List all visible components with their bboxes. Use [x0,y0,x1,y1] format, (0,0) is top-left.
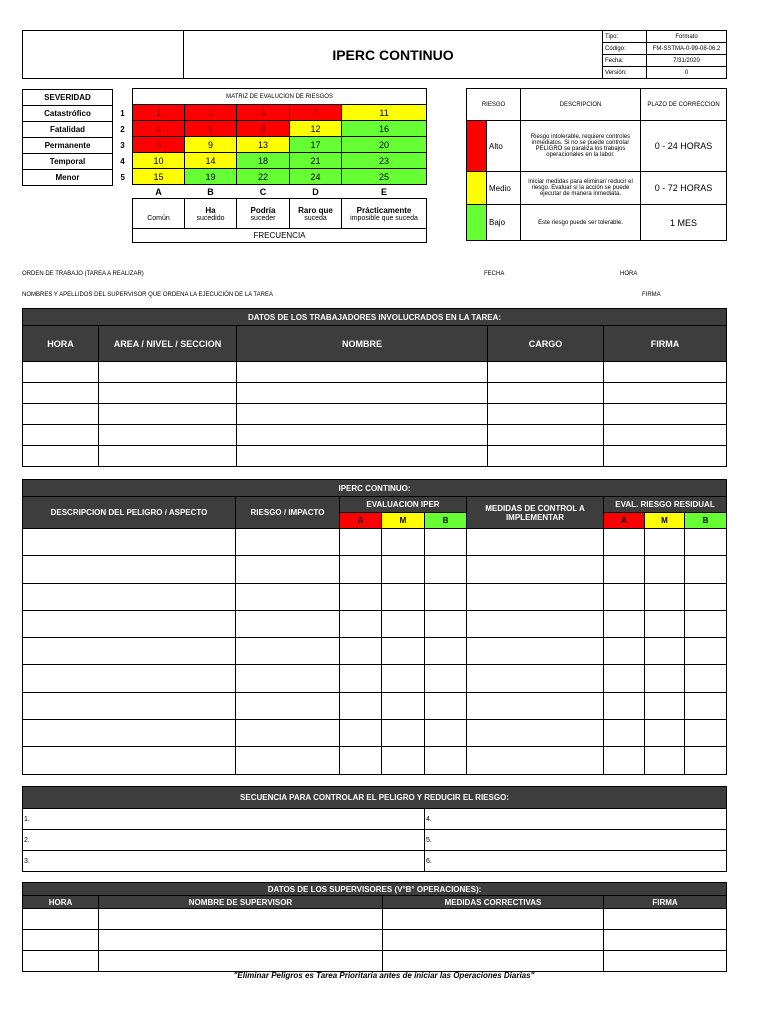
table-row [23,638,727,665]
footer-slogan: "Eliminar Peligros es Tarea Prioritaria antes de iniciar las Operaciones Diarias" [233,971,535,980]
table-row [23,362,727,383]
workers-table [22,308,727,467]
input-cell[interactable] [382,529,425,556]
col-header: NOMBRE DE SUPERVISOR [99,896,383,909]
input-cell[interactable] [467,529,604,556]
input-cell[interactable] [382,665,425,692]
matrix-cell: 25 [342,169,427,185]
matrix-cell: 20 [342,137,427,153]
input-cell[interactable] [99,362,237,383]
input-cell[interactable] [237,446,488,467]
table-row [23,930,727,951]
workers-title: DATOS DE LOS TRABAJADORES INVOLUCRADOS EN LA TAREA: [23,309,727,326]
date-label: FECHA [484,271,505,277]
input-cell[interactable] [236,529,340,556]
input-cell[interactable] [340,638,382,665]
col-header: NOMBRE [237,326,488,362]
input-cell[interactable] [99,909,383,930]
frequency-letter: D [290,185,342,199]
input-cell[interactable] [645,747,685,774]
input-cell[interactable] [23,583,236,610]
input-cell[interactable] [382,610,425,637]
input-cell[interactable] [382,692,425,719]
input-cell[interactable] [23,930,99,951]
input-cell[interactable] [604,556,645,583]
matrix-cell: 3 [133,121,185,137]
matrix-cell: 12 [290,121,342,137]
input-cell[interactable] [340,583,382,610]
matrix-cell: 1 [133,105,185,121]
input-cell[interactable] [340,747,382,774]
risk-color-swatch [467,121,487,172]
input-cell[interactable] [236,638,340,665]
input-cell[interactable] [23,909,99,930]
col-header: HORA [23,896,99,909]
risk-legend [466,88,727,241]
input-cell[interactable] [488,446,604,467]
input-cell[interactable] [604,930,727,951]
input-cell[interactable] [23,665,236,692]
meta-label: Tipo: [603,31,647,43]
meta-value: Formato [647,31,727,43]
frequency-bold: Ha [205,205,216,215]
risk-level: Medio [487,172,521,205]
col-header: AREA / NIVEL / SECCION [99,326,237,362]
input-cell[interactable] [645,720,685,747]
frequency-letter: C [237,185,290,199]
meta-label: Código: [603,43,647,55]
legend-header-risk: RIESGO [467,89,521,121]
input-cell[interactable] [645,610,685,637]
input-cell[interactable] [488,425,604,446]
input-cell[interactable] [685,610,727,637]
input-cell[interactable] [604,692,645,719]
matrix-cell: 16 [342,121,427,137]
input-cell[interactable] [604,610,645,637]
frequency-desc [237,199,290,229]
severity-label: Catastrófico [23,106,113,122]
input-cell[interactable] [467,747,604,774]
risk-level: Bajo [487,205,521,241]
input-cell[interactable] [340,529,382,556]
input-cell[interactable] [382,720,425,747]
input-cell[interactable] [467,720,604,747]
residual-low-header: B [685,513,727,529]
input-cell[interactable] [488,362,604,383]
severity-table [22,89,133,186]
severity-label: Fatalidad [23,122,113,138]
matrix-cell: 11 [342,105,427,121]
input-cell[interactable] [99,446,237,467]
frequency-letter: A [133,185,185,199]
legend-header-term: PLAZO DE CORRECCION [641,89,727,121]
matrix-cell: 6 [133,137,185,153]
sequence-step[interactable]: 4. [425,809,727,830]
input-cell[interactable] [236,720,340,747]
input-cell[interactable] [340,556,382,583]
time-label: HORA [620,271,638,277]
input-cell[interactable] [237,425,488,446]
input-cell[interactable] [99,425,237,446]
input-cell[interactable] [685,583,727,610]
input-cell[interactable] [23,610,236,637]
severity-number: 3 [120,141,125,150]
meta-value: 0 [647,67,727,79]
iperc-title: IPERC CONTINUO: [23,480,727,497]
input-cell[interactable] [604,446,727,467]
matrix-cell: 5 [185,121,237,137]
risk-description: Este riesgo puede ser tolerable. [521,205,641,241]
input-cell[interactable] [604,583,645,610]
input-cell[interactable] [425,720,467,747]
input-cell[interactable] [236,692,340,719]
sequence-table [22,786,727,872]
severity-label: Permanente [23,138,113,154]
document-title: IPERC CONTINUO [184,31,603,79]
input-cell[interactable] [645,529,685,556]
input-cell[interactable] [99,930,383,951]
input-cell[interactable] [685,638,727,665]
input-cell[interactable] [604,529,645,556]
matrix-cell: 18 [237,153,290,169]
document-header [22,30,727,79]
table-row [23,692,727,719]
table-row [23,610,727,637]
work-order-label: ORDEN DE TRABAJO (TAREA A REALIZAR) [22,271,144,277]
signature-label: FIRMA [642,292,661,298]
input-cell[interactable] [23,404,99,425]
input-cell[interactable] [23,692,236,719]
input-cell[interactable] [467,583,604,610]
correction-term: 0 - 24 HORAS [641,121,727,172]
matrix-cell: 10 [133,153,185,169]
frequency-letter: B [185,185,237,199]
col-header: EVAL. RIESGO RESIDUAL [604,497,727,513]
matrix-cell: 7 [290,105,342,121]
matrix-cell: 9 [185,137,237,153]
input-cell[interactable] [488,383,604,404]
input-cell[interactable] [685,720,727,747]
input-cell[interactable] [685,556,727,583]
input-cell[interactable] [604,404,727,425]
input-cell[interactable] [99,951,383,972]
sequence-step[interactable]: 5. [425,830,727,851]
input-cell[interactable] [383,930,604,951]
input-cell[interactable] [425,529,467,556]
input-cell[interactable] [645,692,685,719]
correction-term: 0 - 72 HORAS [641,172,727,205]
table-row [23,529,727,556]
residual-medium-header: M [645,513,685,529]
risk-color-swatch [467,205,487,241]
matrix-cell: 24 [290,169,342,185]
input-cell[interactable] [236,556,340,583]
input-cell[interactable] [425,638,467,665]
frequency-title: FRECUENCIA [133,229,427,243]
matrix-cell: 13 [237,137,290,153]
frequency-bold: Prácticamente [356,205,412,215]
table-row [23,665,727,692]
col-header: EVALUACION IPER [340,497,467,513]
input-cell[interactable] [23,951,99,972]
input-cell[interactable] [23,720,236,747]
input-cell[interactable] [604,747,645,774]
col-header: FIRMA [604,896,727,909]
sequence-step[interactable]: 2. [23,830,425,851]
matrix-cell: 2 [185,105,237,121]
risk-description: Iniciar medidas para eliminar/ reducir el riesgo. Evaluar si la acción se puede ejecutar de manera inmediata. [521,172,641,205]
matrix-cell: 15 [133,169,185,185]
eval-low-header: B [425,513,467,529]
col-header: DESCRIPCION DEL PELIGRO / ASPECTO [23,497,236,529]
severity-number: 2 [120,125,125,134]
matrix-cell: 8 [237,121,290,137]
frequency-bold: Raro que [298,205,333,215]
input-cell[interactable] [340,720,382,747]
matrix-cell: 19 [185,169,237,185]
severity-number: 1 [120,109,125,118]
severity-number: 5 [120,173,125,182]
input-cell[interactable] [99,383,237,404]
input-cell[interactable] [23,556,236,583]
table-row [23,909,727,930]
col-header: HORA [23,326,99,362]
input-cell[interactable] [467,692,604,719]
input-cell[interactable] [383,909,604,930]
residual-high-header: A [604,513,645,529]
input-cell[interactable] [382,556,425,583]
input-cell[interactable] [645,583,685,610]
input-cell[interactable] [467,610,604,637]
input-cell[interactable] [383,951,604,972]
legend-header-description: DESCRIPCION [521,89,641,121]
matrix-cell: 21 [290,153,342,169]
table-row [23,583,727,610]
input-cell[interactable] [425,747,467,774]
matrix-title: MATRIZ DE EVALUCION DE RIESGOS [133,89,427,105]
supervisors-table [22,882,727,972]
input-cell[interactable] [425,556,467,583]
frequency-text: sucedido [196,214,225,222]
table-row [23,446,727,467]
sequence-step[interactable]: 6. [425,851,727,872]
input-cell[interactable] [23,383,99,404]
input-cell[interactable] [604,951,727,972]
input-cell[interactable] [685,529,727,556]
sequence-title: SECUENCIA PARA CONTROLAR EL PELIGRO Y REDUCIR EL RIESGO: [23,787,727,809]
risk-matrix [132,88,427,243]
severity-label: Temporal [23,154,113,170]
supervisor-label: NOMBRES Y APELLIDOS DEL SUPERVISOR QUE ORDENA LA EJECUCIÓN DE LA TAREA [22,292,273,298]
input-cell[interactable] [340,692,382,719]
risk-color-swatch [467,172,487,205]
input-cell[interactable] [237,404,488,425]
frequency-desc [342,199,427,229]
input-cell[interactable] [685,665,727,692]
input-cell[interactable] [425,610,467,637]
sequence-step[interactable]: 1. [23,809,425,830]
table-row [23,951,727,972]
table-row [23,425,727,446]
input-cell[interactable] [604,638,645,665]
frequency-bold: Podría [250,205,276,215]
col-header: FIRMA [604,326,727,362]
input-cell[interactable] [236,747,340,774]
input-cell[interactable] [23,446,99,467]
frequency-desc [185,199,237,229]
input-cell[interactable] [467,638,604,665]
frequency-desc [133,199,185,229]
logo-area [23,31,184,79]
matrix-cell: 17 [290,137,342,153]
severity-label: Menor [23,170,113,186]
input-cell[interactable] [467,665,604,692]
meta-label: Versión: [603,67,647,79]
frequency-text: Común [147,214,170,222]
table-row [23,404,727,425]
input-cell[interactable] [604,720,645,747]
meta-label: Fecha: [603,55,647,67]
input-cell[interactable] [23,425,99,446]
input-cell[interactable] [23,638,236,665]
input-cell[interactable] [236,583,340,610]
input-cell[interactable] [23,747,236,774]
input-cell[interactable] [425,692,467,719]
col-header: MEDIDAS CORRECTIVAS [383,896,604,909]
meta-value: 7/31/2020 [647,55,727,67]
matrix-cell: 22 [237,169,290,185]
input-cell[interactable] [382,747,425,774]
eval-high-header: A [340,513,382,529]
input-cell[interactable] [23,529,236,556]
col-header: RIESGO / IMPACTO [236,497,340,529]
correction-term: 1 MES [641,205,727,241]
col-header: MEDIDAS DE CONTROL A IMPLEMENTAR [467,497,604,529]
input-cell[interactable] [604,665,645,692]
supervisors-title: DATOS DE LOS SUPERVISORES (V°B° OPERACIONES): [23,883,727,896]
input-cell[interactable] [488,404,604,425]
input-cell[interactable] [237,383,488,404]
input-cell[interactable] [340,665,382,692]
frequency-letter: E [342,185,427,199]
input-cell[interactable] [685,692,727,719]
table-row [23,383,727,404]
frequency-text: suceder [250,214,276,222]
input-cell[interactable] [645,556,685,583]
input-cell[interactable] [236,610,340,637]
input-cell[interactable] [382,583,425,610]
matrix-cell: 14 [185,153,237,169]
input-cell[interactable] [604,383,727,404]
input-cell[interactable] [604,425,727,446]
meta-value: FM-SSTMA-0-99-08-06.2 [647,43,727,55]
col-header: CARGO [488,326,604,362]
sequence-step[interactable]: 3. [23,851,425,872]
table-row [23,556,727,583]
matrix-cell: 23 [342,153,427,169]
matrix-cell: 4 [237,105,290,121]
frequency-text: suceda [304,214,327,222]
input-cell[interactable] [340,610,382,637]
input-cell[interactable] [237,362,488,383]
frequency-text: imposible que suceda [350,214,418,222]
input-cell[interactable] [467,556,604,583]
severity-title: SEVERIDAD [23,90,113,106]
input-cell[interactable] [685,747,727,774]
input-cell[interactable] [645,665,685,692]
risk-level: Alto [487,121,521,172]
eval-medium-header: M [382,513,425,529]
iperc-table [22,479,727,775]
input-cell[interactable] [425,665,467,692]
input-cell[interactable] [645,638,685,665]
input-cell[interactable] [236,665,340,692]
input-cell[interactable] [23,362,99,383]
table-row [23,720,727,747]
input-cell[interactable] [99,404,237,425]
input-cell[interactable] [382,638,425,665]
severity-number: 4 [120,157,125,166]
input-cell[interactable] [604,909,727,930]
risk-description: Riesgo intolerable, requiere controles inmediatos. Si no se puede controlar PELIGRO se paraliza los trabajos operacionales en la labor. [521,121,641,172]
input-cell[interactable] [425,583,467,610]
input-cell[interactable] [604,362,727,383]
table-row [23,747,727,774]
frequency-desc [290,199,342,229]
